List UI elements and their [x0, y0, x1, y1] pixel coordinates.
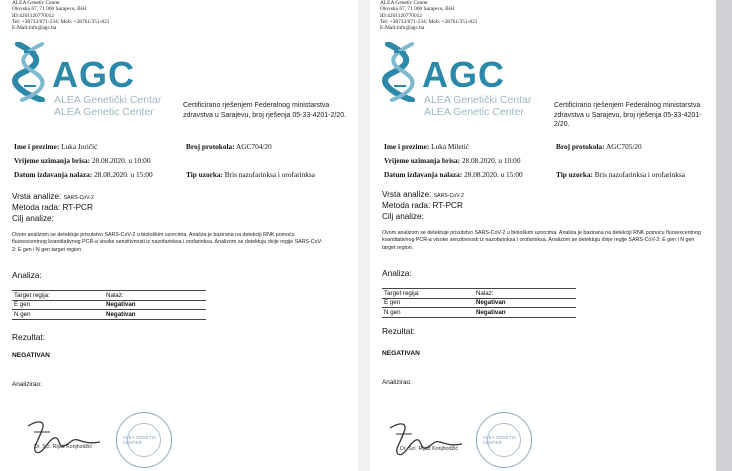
logo-text: AGC: [52, 54, 135, 95]
method-row: [382, 201, 463, 210]
issue-date-label: Datum izdavanja nalaza:: [384, 170, 463, 179]
analyzed-by-label: Analizirao:: [382, 379, 412, 386]
result-heading: Rezultat:: [382, 326, 416, 336]
certification-text: Certificirano rješenjem Federalnog ministarstva zdravstva u Sarajevu, broj rješenja 05-33-4201-2/20.: [554, 102, 702, 128]
header-line-id: ID:4201120770012: [380, 12, 423, 19]
table-header-target: Target regija:: [382, 289, 474, 299]
sample-type-value: Bris nazofarinksa i orofarinksa: [224, 170, 315, 179]
patient-name-label: Ime i prezime:: [384, 142, 430, 151]
header-line-name: ALEA Genetic Center: [12, 0, 60, 6]
table-row: [382, 298, 576, 308]
result-heading: Rezultat:: [12, 332, 46, 342]
logo-subtitle-local: ALEA Genetički Centar: [54, 94, 162, 106]
method-value: RT-PCR: [62, 203, 93, 212]
result-value: NEGATIVAN: [12, 352, 50, 359]
protocol-label: Broj protokola:: [556, 142, 605, 151]
sample-time-value: 28.08.2020. u 10:00: [461, 156, 521, 165]
method-value: RT-PCR: [432, 201, 463, 210]
stamp-text: ALEA GENETIC CENTER: [483, 435, 517, 445]
sample-time-row: [384, 156, 520, 165]
viewer-margin: [716, 0, 732, 471]
table-cell-result: Negativan: [476, 299, 506, 307]
header-line-name: ALEA Genetic Center: [380, 0, 428, 6]
patient-name-value: Luka Juričić: [61, 142, 98, 151]
table-row: [12, 310, 206, 320]
logo-subtitle-local: ALEA Genetički Centar: [424, 94, 532, 106]
issue-date-row: [14, 170, 153, 179]
analysis-heading: Analiza:: [12, 270, 42, 280]
logo-subtitle-en: ALEA Genetic Center: [424, 106, 524, 118]
result-value: NEGATIVAN: [382, 350, 420, 357]
table-cell-result: Negativan: [106, 301, 136, 309]
table-cell-target: E gen: [12, 300, 104, 310]
issue-date-label: Datum izdavanja nalaza:: [14, 170, 93, 179]
header-line-address: Olovska 67, 71 000 Sarajevo, BiH: [12, 6, 87, 13]
sample-time-value: 28.08.2020. u 10:00: [91, 156, 151, 165]
dna-helix-icon: [382, 42, 422, 102]
header-line-email: E-Mail:info@agc.ba: [380, 25, 425, 32]
signature: [386, 420, 466, 460]
agc-logo: [12, 42, 162, 124]
sample-time-row: [14, 156, 150, 165]
method-row: [12, 203, 93, 212]
signatory-name: Dr. Sci. Rijad Konjhodžić: [34, 444, 92, 450]
dna-helix-icon: [12, 42, 52, 102]
issue-date-row: [384, 170, 523, 179]
issue-date-value: 28.08.2020. u 15:00: [464, 170, 523, 179]
protocol-label: Broj protokola:: [186, 142, 235, 151]
patient-name-value: Luka Miletić: [431, 142, 469, 151]
table-header-target: Target regija:: [12, 291, 104, 301]
signatory-name: Dr. Sci. Rijad Konjhodžić: [400, 446, 458, 452]
table-cell-target: N gen: [382, 308, 474, 318]
logo-text: AGC: [422, 54, 505, 95]
table-row: [12, 300, 206, 310]
results-table: [12, 290, 206, 320]
method-label: Metoda rada:: [382, 201, 431, 210]
page-gap: [358, 0, 370, 471]
protocol-row: [186, 142, 272, 151]
lab-header: [380, 0, 478, 31]
report-page-right: [370, 0, 716, 471]
table-header-row: [12, 291, 206, 301]
analysis-type-label: Vrsta analize:: [382, 190, 432, 199]
sample-time-label: Vrijeme uzimanja brisa:: [14, 156, 91, 165]
table-header-result: Nalaz:: [474, 289, 576, 299]
table-row: [382, 308, 576, 318]
table-cell-result: Negativan: [476, 308, 506, 316]
analysis-type-row: [12, 192, 94, 201]
table-cell-result: Negativan: [106, 310, 136, 318]
table-header-result: Nalaz:: [104, 291, 206, 301]
analysis-type-row: [382, 190, 464, 199]
header-line-address: Olovska 67, 71 000 Sarajevo, BiH: [380, 6, 455, 13]
protocol-value: AGC705/20: [606, 142, 642, 151]
results-table: [382, 288, 576, 318]
analyzed-by-label: Analizirao:: [12, 381, 42, 388]
table-cell-target: N gen: [12, 310, 104, 320]
sample-type-label: Tip uzorka:: [186, 170, 223, 179]
analysis-description: Ovom analizom se detektuje prisutstvo SARS-CoV-2 u biološkim uzorcima. Analiza je bazirana na detekciji RNK pomoću fluorescentnog kvantitativnog PCR-a visoke senzitivnosti iz nazofarinksa i orofarinksa. Analizom se detektuju dvije regije SARS-CoV-2: E gen i N gen target region.: [12, 232, 323, 253]
certification-text: Certificirano rješenjem Federalnog ministarstva zdravstva u Sarajevu, broj rješenja 05-33-4201-2/20.: [183, 102, 347, 119]
analysis-description: Ovom analizom se detektuje prisutstvo SARS-CoV-2 u biološkim uzorcima. Analiza je bazirana na detekciji RNK pomoću fluorescentnog kvantitativnog PCR-a visoke senzitivnosti iz nazofarinksa i orofarinksa. Analizom se detektuju dvije regije SARS-CoV-2: E gen i N gen target region.: [382, 230, 701, 251]
lab-header: [12, 0, 110, 31]
patient-name-row: [14, 142, 97, 151]
goal-label: Cilj analize:: [382, 212, 424, 221]
protocol-value: AGC704/20: [236, 142, 272, 151]
method-label: Metoda rada:: [12, 203, 61, 212]
goal-label: Cilj analize:: [12, 214, 54, 223]
stamp-text: ALEA GENETIC CENTER: [123, 435, 157, 445]
logo-subtitle-en: ALEA Genetic Center: [54, 106, 154, 118]
analysis-heading: Analiza:: [382, 268, 412, 278]
signature: [24, 418, 104, 458]
sample-type-value: Bris nazofarinksa i orofarinksa: [594, 170, 685, 179]
sample-type-label: Tip uzorka:: [556, 170, 593, 179]
header-line-phone: Tel: +38733/671-234; Mob: +38761/351-821: [12, 18, 110, 25]
patient-name-label: Ime i prezime:: [14, 142, 60, 151]
sample-type-row: [556, 170, 685, 179]
official-stamp: [116, 412, 172, 468]
header-line-email: E-Mail:info@agc.ba: [12, 25, 57, 32]
analysis-type-value: SARS-CoV-2: [433, 193, 464, 199]
header-line-phone: Tel: +38733/671-234; Mob: +38761/351-821: [380, 18, 478, 25]
analysis-type-value: SARS-CoV-2: [63, 195, 94, 201]
sample-type-row: [186, 170, 315, 179]
sample-time-label: Vrijeme uzimanja brisa:: [384, 156, 461, 165]
official-stamp: [476, 412, 532, 468]
protocol-row: [556, 142, 642, 151]
report-page-left: [0, 0, 358, 471]
analysis-type-label: Vrsta analize:: [12, 192, 62, 201]
patient-name-row: [384, 142, 469, 151]
table-cell-target: E gen: [382, 298, 474, 308]
issue-date-value: 28.08.2020. u 15:00: [94, 170, 153, 179]
table-header-row: [382, 289, 576, 299]
agc-logo: [382, 42, 532, 124]
header-line-id: ID:4201120770012: [12, 12, 55, 19]
